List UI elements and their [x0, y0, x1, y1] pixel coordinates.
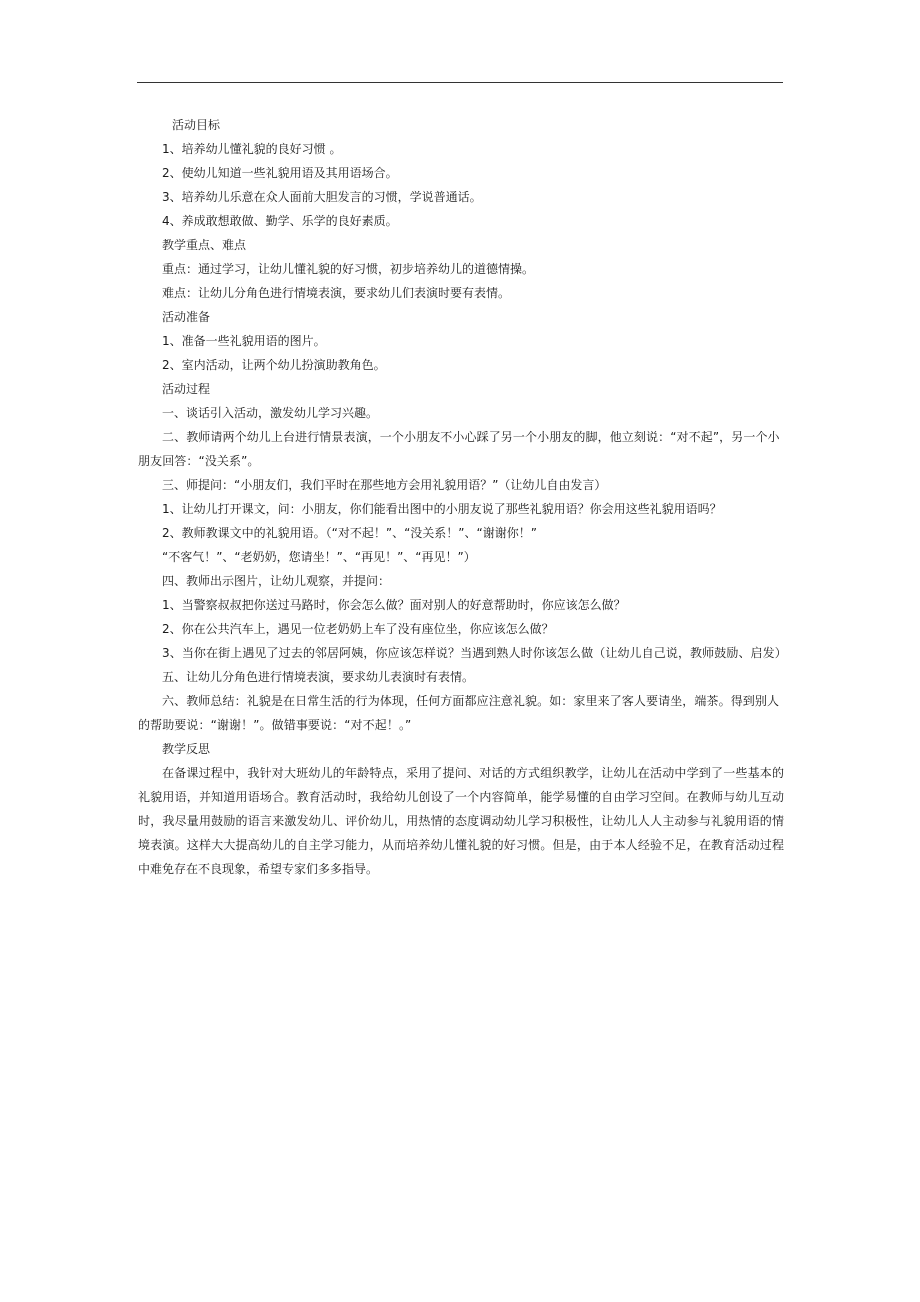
process-step-3: 三、师提问：“小朋友们，我们平时在那些地方会用礼貌用语？”（让幼儿自由发言） — [162, 478, 607, 492]
goal-heading: 活动目标 — [172, 118, 221, 132]
reflection-heading: 教学反思 — [162, 742, 211, 756]
step-4-item: 2、你在公共汽车上，遇见一位老奶奶上车了没有座位坐，你应该怎么做？ — [162, 622, 554, 636]
goal-item: 2、使幼儿知道一些礼貌用语及其用语场合。 — [162, 166, 398, 180]
process-step-6: 六、教师总结：礼貌是在日常生活的行为体现，任何方面都应注意礼貌。如：家里来了客人要请坐，端茶。得到别人的帮助要说：“谢谢！”。做错事要说：“对不起！。” — [138, 694, 780, 732]
process-step-5: 五、让幼儿分角色进行情境表演，要求幼儿表演时有表情。 — [162, 670, 475, 684]
key-heading: 教学重点、难点 — [162, 238, 247, 252]
reflection-paragraph: 在备课过程中，我针对大班幼儿的年龄特点，采用了提问、对话的方式组织教学，让幼儿在活动中学到了一些基本的礼貌用语，并知道用语场合。教育活动时，我给幼儿创设了一个内容简单，能学易懂的自由学习空间。在教师与幼儿互动时，我尽量用鼓励的语言来激发幼儿、评价幼儿，用热情的态度调动幼儿学习积极性，让幼儿人人主动参与礼貌用语的情境表演。这样大大提高幼儿的自主学习能力，从而培养幼儿懂礼貌的好习惯。但是，由于本人经验不足，在教育活动过程中难免存在不良现象，希望专家们多多指导。 — [138, 766, 784, 876]
prep-item: 1、准备一些礼貌用语的图片。 — [162, 334, 326, 348]
process-step-1: 一、谈话引入活动，激发幼儿学习兴趣。 — [162, 406, 379, 420]
process-heading: 活动过程 — [162, 382, 211, 396]
step-4-item: 3、当你在街上遇见了过去的邻居阿姨，你应该怎样说？当遇到熟人时你该怎么做（让幼儿自己说，教师鼓励、启发） — [162, 646, 787, 660]
process-step-4: 四、教师出示图片，让幼儿观察，并提问： — [162, 574, 391, 588]
process-step-2: 二、教师请两个幼儿上台进行情景表演，一个小朋友不小心踩了另一个小朋友的脚，他立刻说：“对不起”，另一个小朋友回答：“没关系”。 — [138, 430, 780, 468]
step-4-item: 1、当警察叔叔把你送过马路时，你会怎么做？面对别人的好意帮助时，你应该怎么做？ — [162, 598, 626, 612]
goal-item: 4、养成敢想敢做、勤学、乐学的良好素质。 — [162, 214, 398, 228]
prep-item: 2、室内活动，让两个幼儿扮演助教角色。 — [162, 358, 386, 372]
header-rule — [137, 82, 783, 83]
goal-item: 1、培养幼儿懂礼貌的良好习惯 。 — [162, 142, 342, 156]
key-point: 重点：通过学习，让幼儿懂礼貌的好习惯，初步培养幼儿的道德情操。 — [162, 262, 535, 276]
difficult-point: 难点：让幼儿分角色进行情境表演，要求幼儿们表演时要有表情。 — [162, 286, 511, 300]
prep-heading: 活动准备 — [162, 310, 211, 324]
goal-item: 3、培养幼儿乐意在众人面前大胆发言的习惯，学说普通话。 — [162, 190, 482, 204]
document-body — [138, 113, 787, 881]
step-3-item: 1、让幼儿打开课文，问：小朋友，你们能看出图中的小朋友说了那些礼貌用语？你会用这些礼貌用语吗？ — [162, 502, 722, 516]
step-3-continuation: “不客气！”、“老奶奶，您请坐！”、“再见！”、“再见！”） — [162, 550, 476, 564]
step-3-item: 2、教师教课文中的礼貌用语。（“对不起！”、“没关系！”、“谢谢你！” — [162, 526, 537, 540]
